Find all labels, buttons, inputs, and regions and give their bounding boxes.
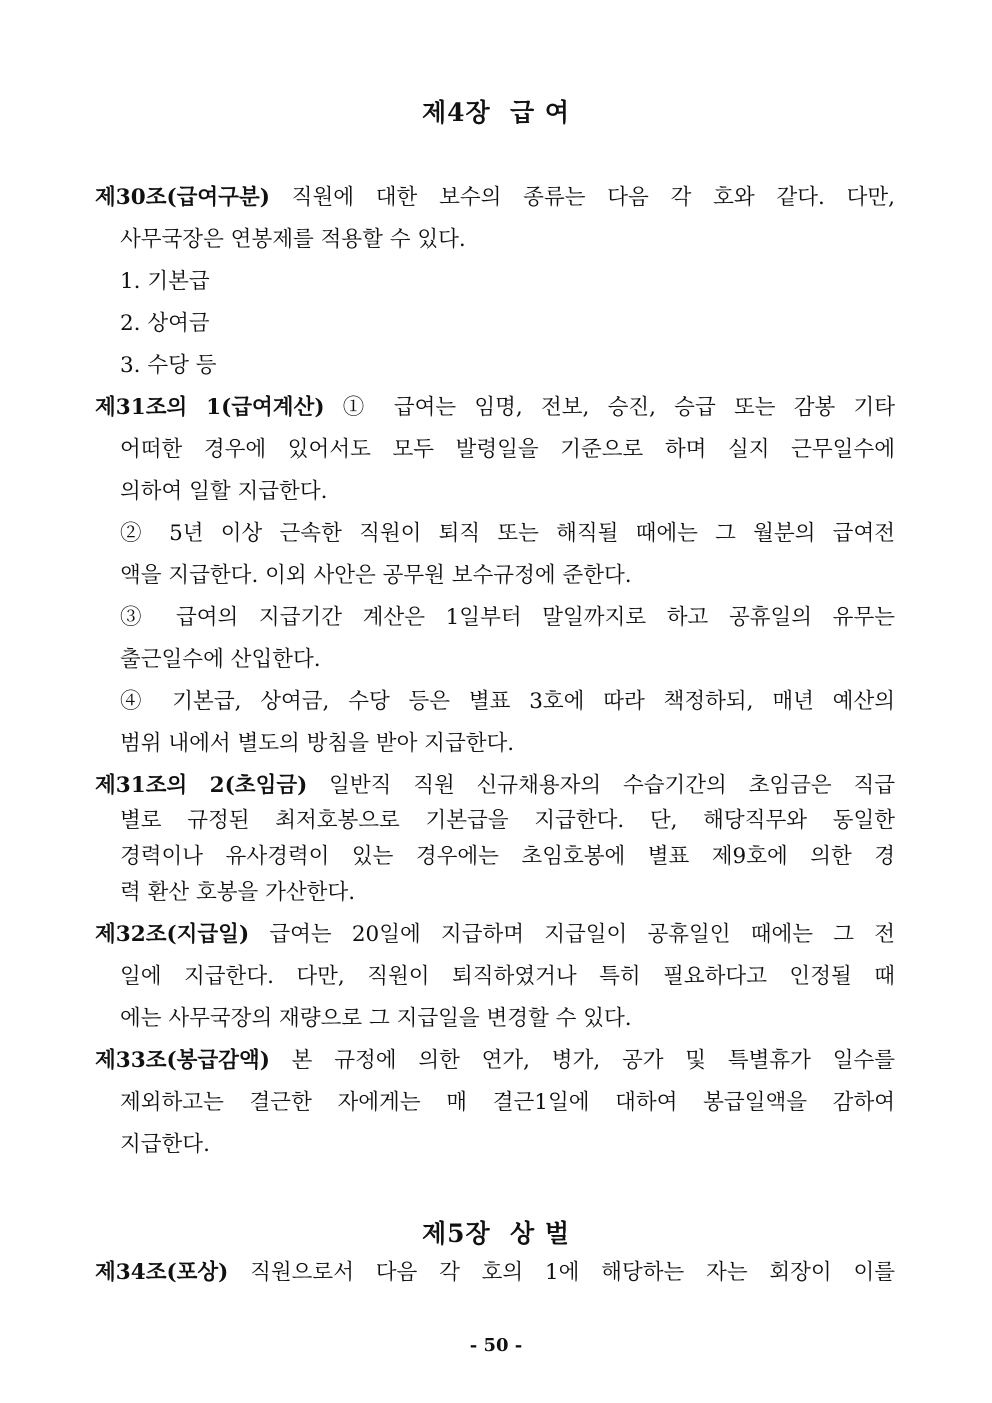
- article-33-line-2: 제외하고는 결근한 자에게는 매 결근1일에 대하여 봉급일액을 감하여: [120, 1090, 895, 1115]
- article-30-heading: 제30조(급여구분): [95, 185, 270, 210]
- article-31-1-para-4-line-1: ④ 기본급, 상여금, 수당 등은 별표 3호에 따라 책정하되, 매년 예산의: [120, 689, 895, 714]
- article-30-item-1: 1. 기본급: [120, 269, 210, 294]
- article-31-1-line-2: 어떠한 경우에 있어서도 모두 발령일을 기준으로 하며 실지 근무일수에: [120, 437, 895, 462]
- article-31-1-para-2-line-2: 액을 지급한다. 이외 사안은 공무원 보수규정에 준한다.: [120, 563, 632, 588]
- article-31-2-line-1: 제31조의 2(초임금) 일반직 직원 신규채용자의 수습기간의 초임금은 직급: [95, 773, 895, 798]
- article-31-1-para-3-line-1: ③ 급여의 지급기간 계산은 1일부터 말일까지로 하고 공휴일의 유무는: [120, 605, 895, 630]
- article-30-item-3: 3. 수당 등: [120, 353, 217, 378]
- article-34-line-1: 제34조(포상) 직원으로서 다음 각 호의 1에 해당하는 자는 회장이 이를: [95, 1260, 895, 1285]
- chapter-4-title: 제4장 급 여: [421, 98, 571, 127]
- article-31-2-heading: 제31조의 2(초임금): [95, 773, 308, 798]
- article-31-2-line-4: 력 환산 호봉을 가산한다.: [120, 880, 356, 905]
- article-33-line-1: 제33조(봉급감액) 본 규정에 의한 연가, 병가, 공가 및 특별휴가 일수를: [95, 1048, 895, 1073]
- article-32-line-3: 에는 사무국장의 재량으로 그 지급일을 변경할 수 있다.: [120, 1006, 632, 1031]
- article-33-heading: 제33조(봉급감액): [95, 1048, 270, 1073]
- article-32-heading: 제32조(지급일): [95, 922, 250, 947]
- article-31-1-para-3-line-2: 출근일수에 산입한다.: [120, 647, 321, 672]
- article-33-line-3: 지급한다.: [120, 1132, 210, 1157]
- article-31-1-line-1: 제31조의 1(급여계산) ① 급여는 임명, 전보, 승진, 승급 또는 감봉 기타: [95, 395, 896, 420]
- article-32-line-2: 일에 지급한다. 다만, 직원이 퇴직하였거나 특히 필요하다고 인정될 때: [120, 964, 895, 989]
- article-30-item-2: 2. 상여금: [120, 311, 210, 336]
- article-31-1-line-3: 의하여 일할 지급한다.: [120, 479, 328, 504]
- article-31-1-para-2-line-1: ② 5년 이상 근속한 직원이 퇴직 또는 해직될 때에는 그 월분의 급여전: [120, 521, 895, 546]
- article-31-2-line-3: 경력이나 유사경력이 있는 경우에는 초임호봉에 별표 제9호에 의한 경: [120, 844, 895, 869]
- article-31-1-heading: 제31조의 1(급여계산): [95, 395, 325, 420]
- page-number: - 50 -: [469, 1335, 523, 1356]
- article-31-2-line-2: 별로 규정된 최저호봉으로 기본급을 지급한다. 단, 해당직무와 동일한: [120, 808, 895, 833]
- article-34-heading: 제34조(포상): [95, 1260, 229, 1285]
- article-30-line-2: 사무국장은 연봉제를 적용할 수 있다.: [120, 227, 466, 252]
- article-30-line-1: 제30조(급여구분) 직원에 대한 보수의 종류는 다음 각 호와 같다. 다만,: [95, 185, 895, 210]
- chapter-5-title: 제5장 상 벌: [421, 1219, 571, 1248]
- article-31-1-para-4-line-2: 범위 내에서 별도의 방침을 받아 지급한다.: [120, 731, 515, 756]
- article-32-line-1: 제32조(지급일) 급여는 20일에 지급하며 지급일이 공휴일인 때에는 그 전: [95, 922, 895, 947]
